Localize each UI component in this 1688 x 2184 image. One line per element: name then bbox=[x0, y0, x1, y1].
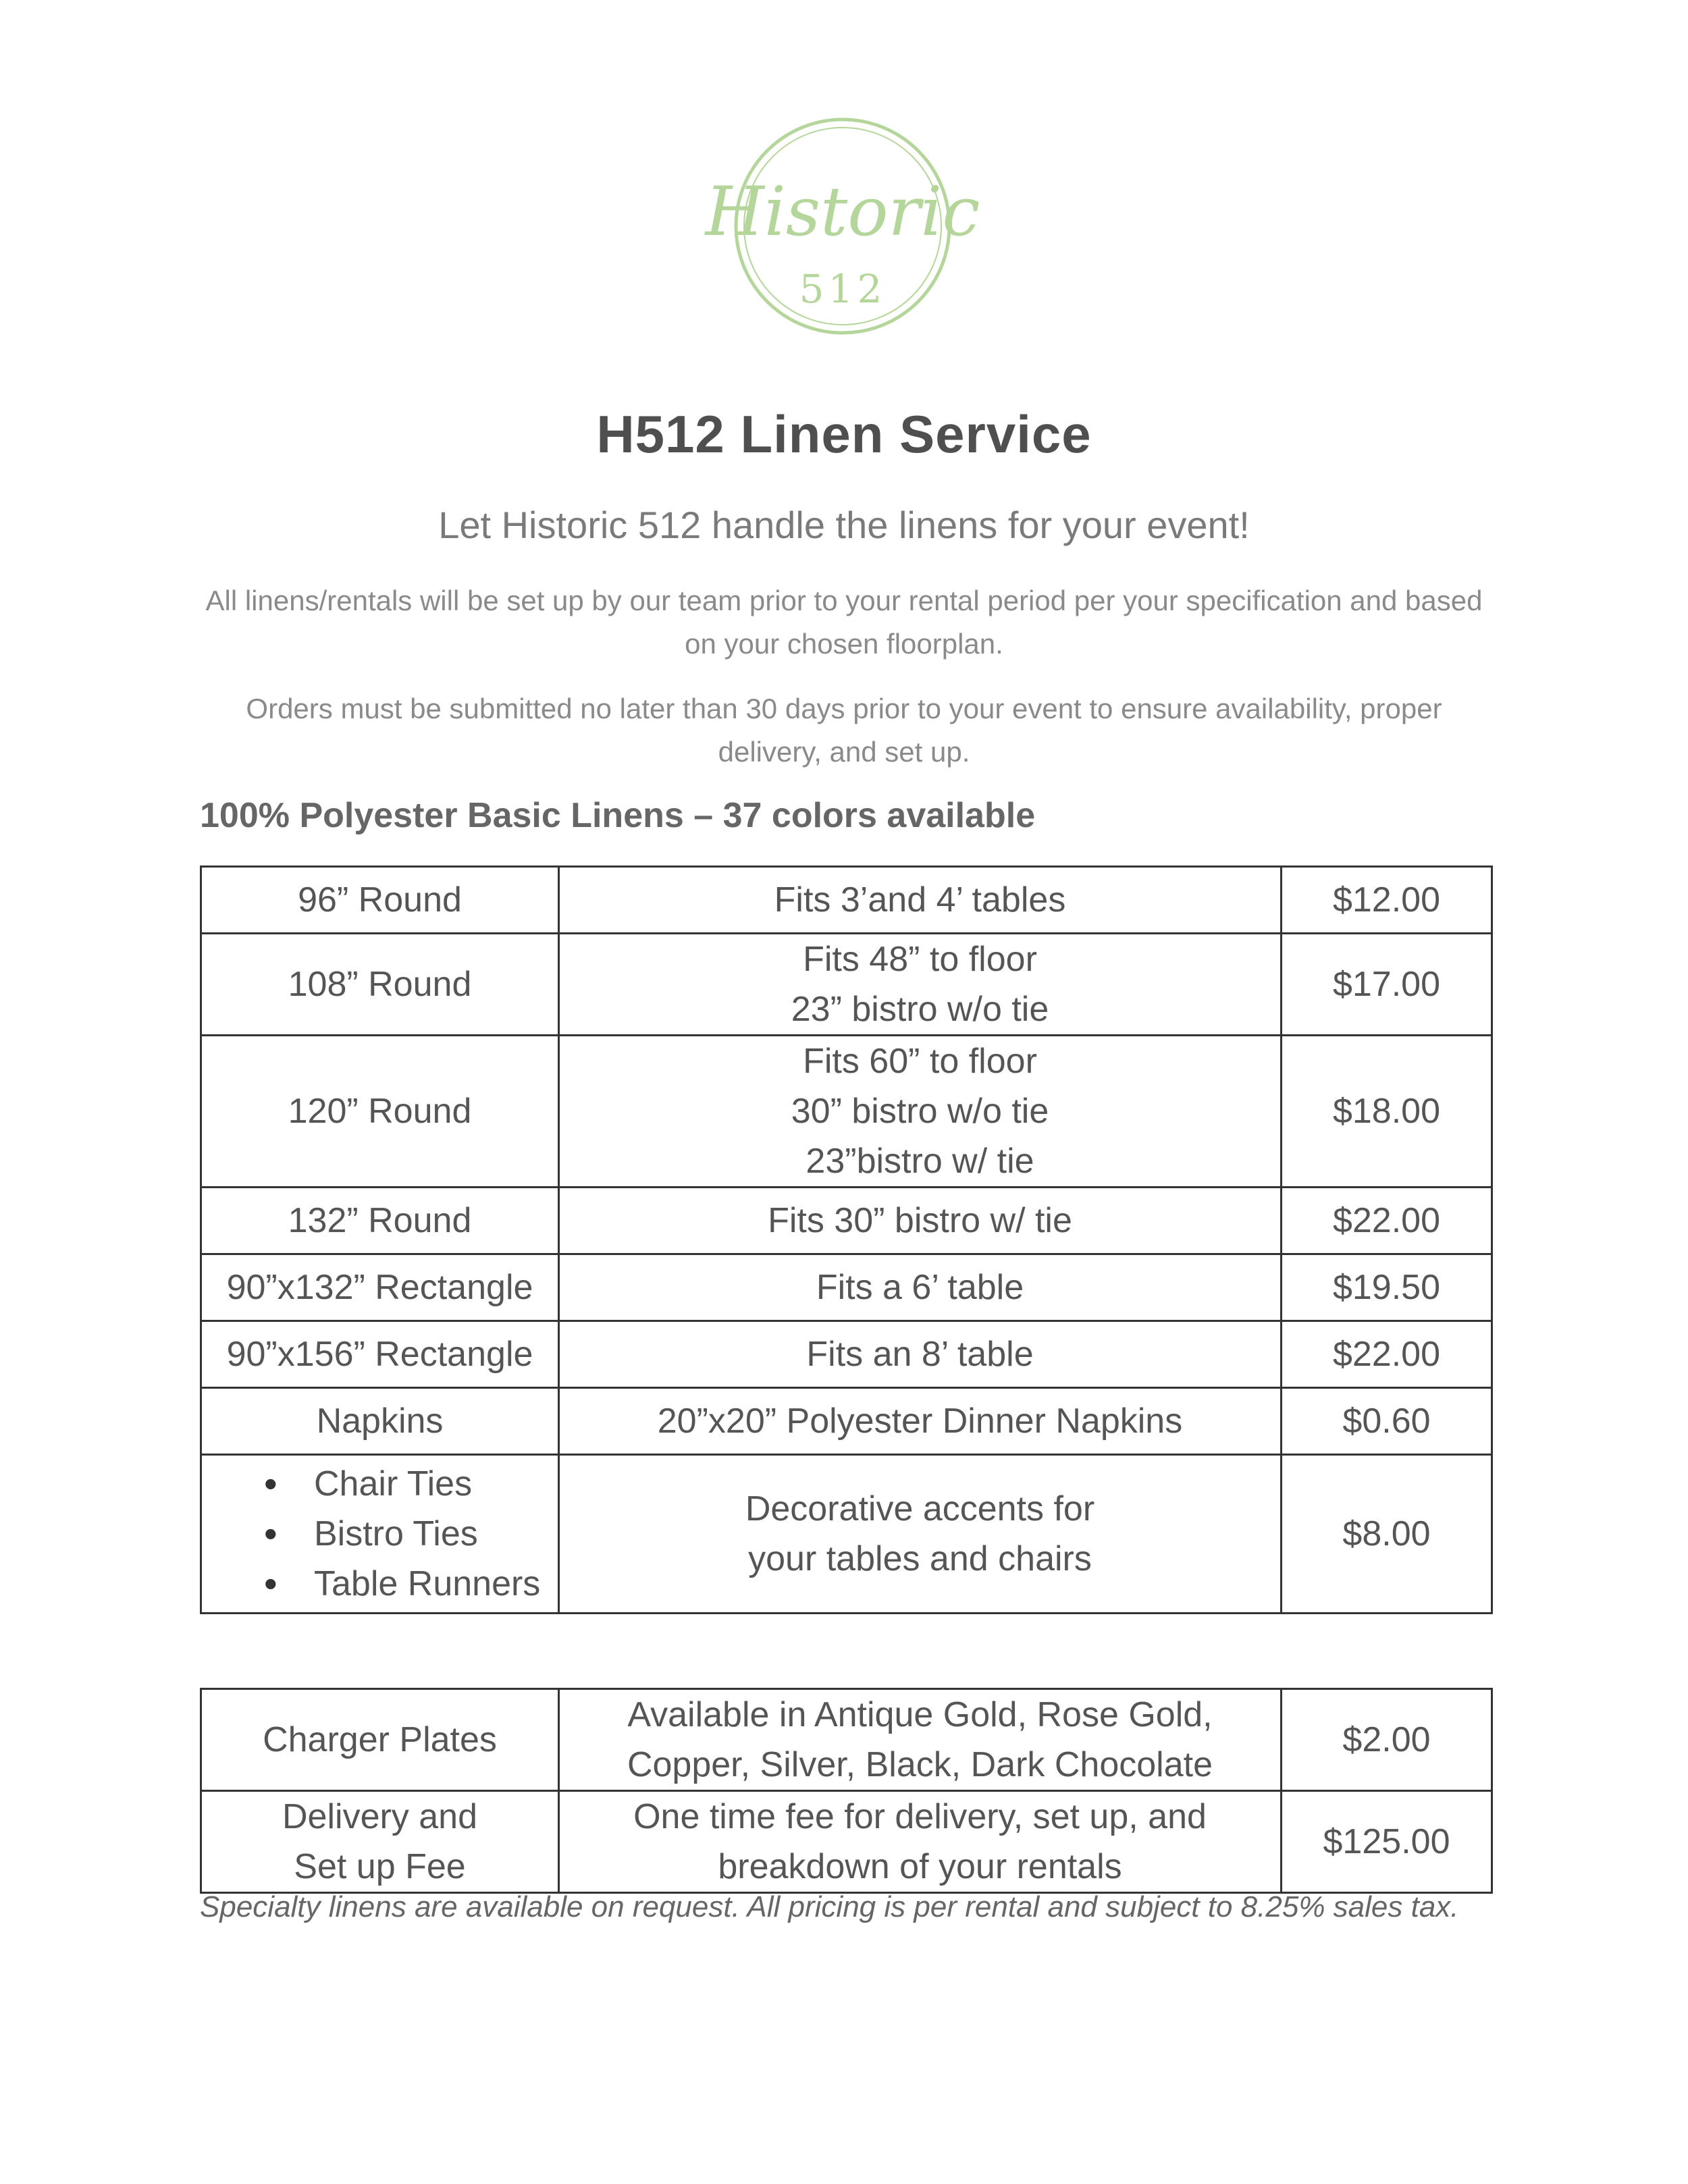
pricing-footnote: Specialty linens are available on request. All pricing is per rental and subject to 8.25% sales tax. bbox=[200, 1890, 1459, 1923]
price-cell: $8.00 bbox=[1282, 1455, 1492, 1614]
item-cell: 132” Round bbox=[201, 1188, 559, 1254]
description-cell: Fits 30” bistro w/ tie bbox=[559, 1188, 1282, 1254]
table-row bbox=[201, 1791, 1492, 1893]
table-row bbox=[201, 1388, 1492, 1455]
tagline: Let Historic 512 handle the linens for your event! bbox=[438, 504, 1250, 546]
accent-item-list bbox=[260, 1459, 558, 1609]
logo-emblem bbox=[705, 115, 980, 338]
table-row bbox=[201, 867, 1492, 934]
item-cell: Napkins bbox=[201, 1388, 559, 1455]
item-cell: 108” Round bbox=[201, 934, 559, 1036]
list-item: • Chair Ties bbox=[260, 1459, 558, 1509]
table-row bbox=[201, 1254, 1492, 1321]
price-cell: $12.00 bbox=[1282, 867, 1492, 934]
price-cell: $22.00 bbox=[1282, 1188, 1492, 1254]
price-cell: $22.00 bbox=[1282, 1321, 1492, 1388]
description-cell: 20”x20” Polyester Dinner Napkins bbox=[559, 1388, 1282, 1455]
table-row bbox=[201, 934, 1492, 1036]
description-cell: Fits 60” to floor 30” bistro w/o tie 23”bistro w/ tie bbox=[559, 1036, 1282, 1188]
logo-script-text: Historic bbox=[705, 172, 980, 251]
price-cell: $125.00 bbox=[1282, 1791, 1492, 1893]
list-item: • Table Runners bbox=[260, 1559, 558, 1609]
item-cell: Charger Plates bbox=[201, 1689, 559, 1791]
historic-512-logo bbox=[705, 115, 980, 338]
linen-price-table bbox=[200, 865, 1493, 1614]
price-cell: $18.00 bbox=[1282, 1036, 1492, 1188]
description-cell: Fits a 6’ table bbox=[559, 1254, 1282, 1321]
item-cell: 96” Round bbox=[201, 867, 559, 934]
price-cell: $0.60 bbox=[1282, 1388, 1492, 1455]
extras-price-table bbox=[200, 1688, 1493, 1894]
description-cell: Available in Antique Gold, Rose Gold, Copper, Silver, Black, Dark Chocolate bbox=[559, 1689, 1282, 1791]
price-cell: $2.00 bbox=[1282, 1689, 1492, 1791]
item-cell: 90”x156” Rectangle bbox=[201, 1321, 559, 1388]
description-cell: Fits an 8’ table bbox=[559, 1321, 1282, 1388]
table-row bbox=[201, 1321, 1492, 1388]
description-cell: Fits 48” to floor 23” bistro w/o tie bbox=[559, 934, 1282, 1036]
description-cell: Decorative accents for your tables and chairs bbox=[559, 1455, 1282, 1614]
item-cell: 120” Round bbox=[201, 1036, 559, 1188]
section-heading: 100% Polyester Basic Linens – 37 colors available bbox=[200, 796, 1036, 835]
price-cell: $17.00 bbox=[1282, 934, 1492, 1036]
table-row bbox=[201, 1689, 1492, 1791]
ordering-paragraph: Orders must be submitted no later than 30 days prior to your event to ensure availability, proper delivery, and set up. bbox=[246, 693, 1442, 768]
item-cell: Delivery and Set up Fee bbox=[201, 1791, 559, 1893]
description-cell: Fits 3’and 4’ tables bbox=[559, 867, 1282, 934]
table-row bbox=[201, 1188, 1492, 1254]
item-cell bbox=[201, 1455, 559, 1614]
table-row bbox=[201, 1455, 1492, 1614]
description-cell: One time fee for delivery, set up, and breakdown of your rentals bbox=[559, 1791, 1282, 1893]
setup-paragraph: All linens/rentals will be set up by our team prior to your rental period per your specification and based on your chosen floorplan. bbox=[205, 585, 1483, 660]
logo-number: 512 bbox=[799, 266, 887, 312]
table-row bbox=[201, 1036, 1492, 1188]
price-cell: $19.50 bbox=[1282, 1254, 1492, 1321]
page-title: H512 Linen Service bbox=[596, 404, 1092, 464]
list-item: • Bistro Ties bbox=[260, 1509, 558, 1559]
item-cell: 90”x132” Rectangle bbox=[201, 1254, 559, 1321]
